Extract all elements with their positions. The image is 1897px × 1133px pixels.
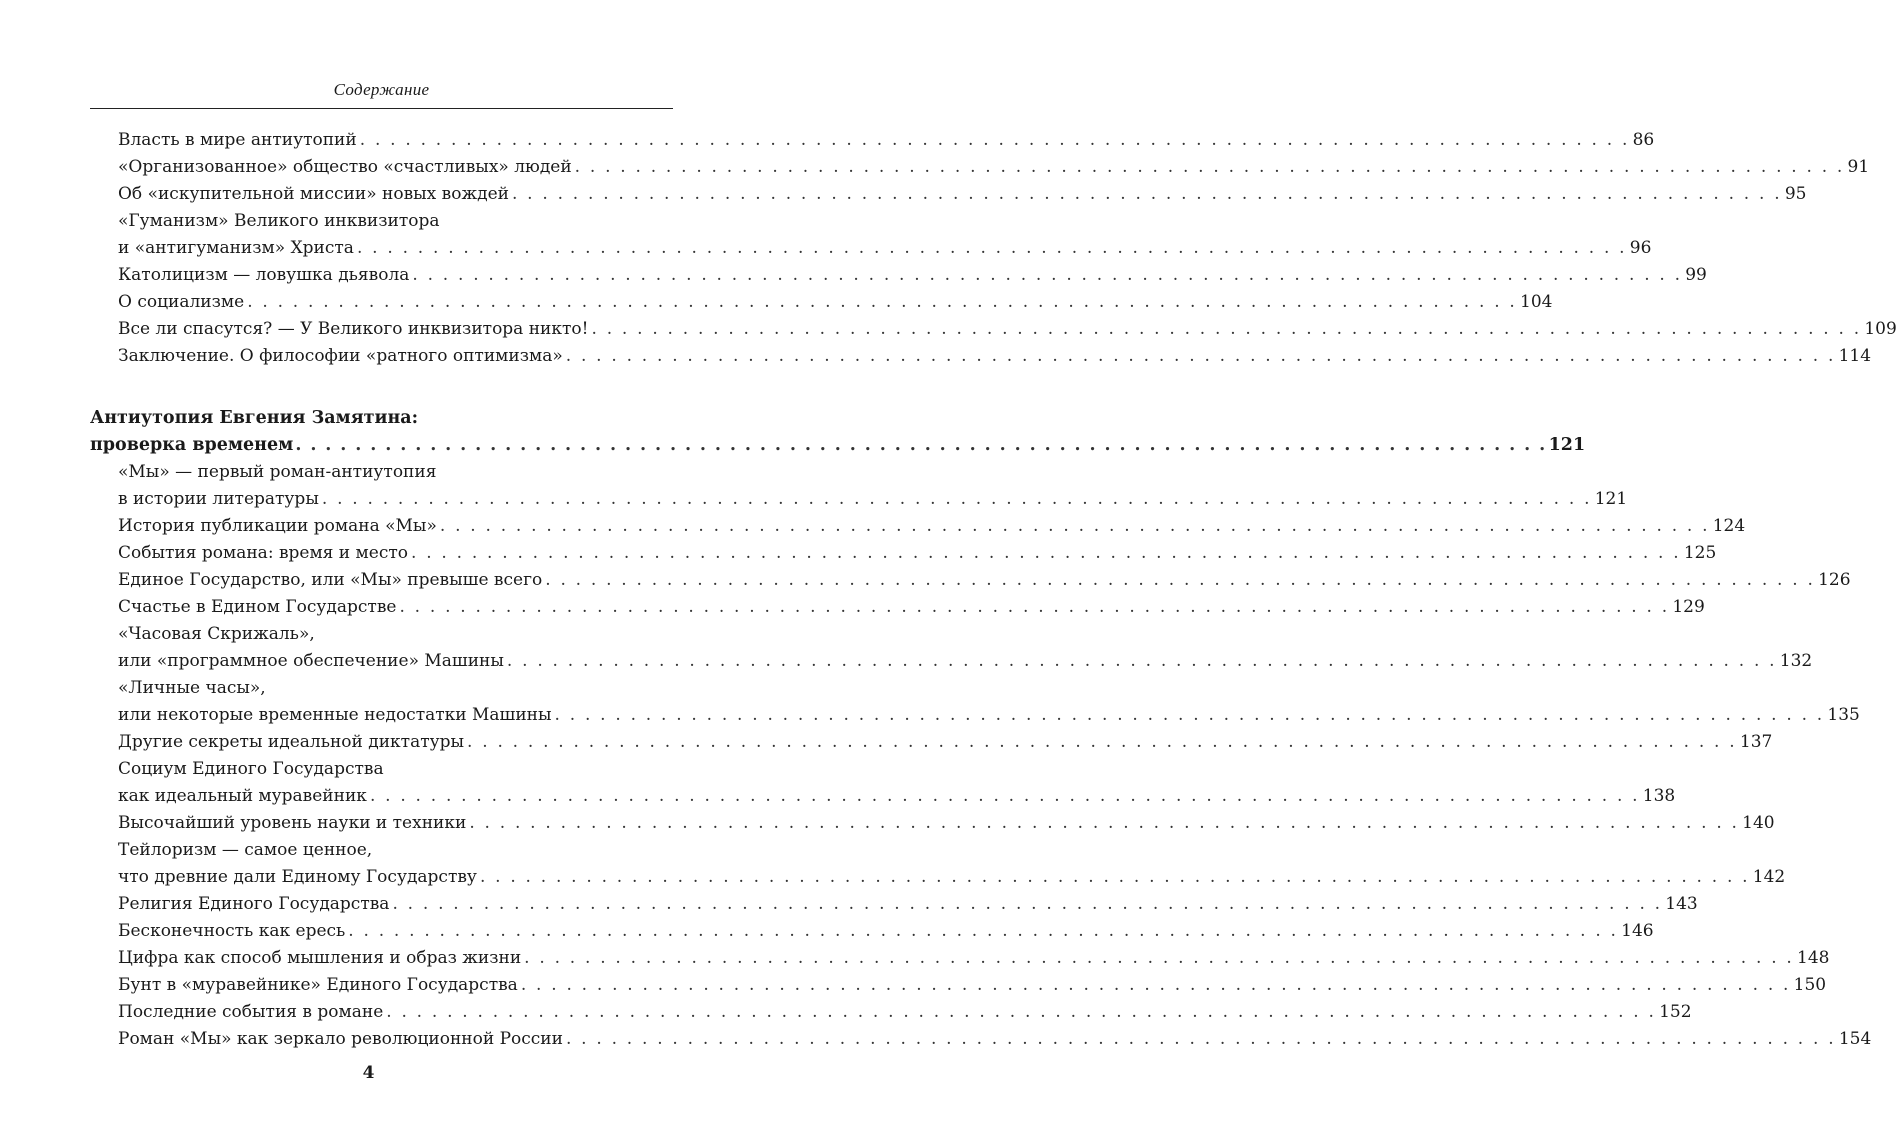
toc-entry-title: Другие секреты идеальной диктатуры	[118, 732, 465, 752]
toc-entry-page-number: 135	[1827, 705, 1860, 725]
toc-entry[interactable]	[118, 783, 1676, 810]
toc-entry-page-number: 154	[1838, 1029, 1872, 1049]
dot-leader	[477, 864, 1753, 891]
toc-entry[interactable]	[118, 648, 1813, 675]
toc-entry[interactable]	[118, 999, 1692, 1026]
toc-chapter-heading-line-2[interactable]	[90, 432, 1586, 459]
dot-leader	[464, 729, 1740, 756]
toc-entry-page-number: 126	[1818, 570, 1851, 590]
toc-entry-title: Об «искупительной миссии» новых вождей	[118, 184, 509, 204]
toc-entry-page-number: 86	[1632, 130, 1655, 150]
page-number: 4	[362, 1063, 375, 1083]
toc-entry[interactable]	[118, 675, 674, 702]
toc-entry[interactable]	[118, 181, 1807, 208]
toc-entry[interactable]	[118, 891, 1698, 918]
dot-leader	[563, 343, 1839, 370]
toc-entry-title: Социум Единого Государства	[118, 759, 384, 779]
toc-entry-title: «Личные часы»,	[118, 678, 266, 698]
dot-leader	[357, 127, 1633, 154]
toc-entry-page-number: 152	[1659, 1002, 1692, 1022]
toc-entry-title: «Часовая Скрижаль»,	[118, 624, 315, 644]
toc-entry-page-number: 138	[1642, 786, 1676, 806]
dot-leader	[518, 972, 1794, 999]
dot-leader	[521, 945, 1797, 972]
toc-entry[interactable]	[118, 729, 1773, 756]
toc-entry-title: Власть в мире антиутопий	[118, 130, 357, 150]
toc-entry-title: «Мы» — первый роман-антиутопия	[118, 462, 437, 482]
section-gap	[0, 370, 737, 405]
dot-leader	[588, 316, 1864, 343]
toc-entry-page-number: 125	[1683, 543, 1717, 563]
toc-entry-title: в истории литературы	[118, 489, 319, 509]
toc-entry-page-number: 146	[1621, 921, 1654, 941]
dot-leader	[542, 567, 1818, 594]
toc-entry-page-number: 99	[1685, 265, 1707, 285]
dot-leader	[389, 891, 1665, 918]
toc-entry-page-number: 137	[1739, 732, 1773, 752]
dot-leader	[409, 262, 1685, 289]
toc-entry-page-number: 129	[1672, 597, 1705, 617]
toc-entry-title: Высочайший уровень науки и техники	[118, 813, 467, 833]
dot-leader	[293, 432, 1548, 459]
dot-leader	[563, 1026, 1839, 1053]
toc-entry[interactable]	[118, 127, 1655, 154]
toc-entry-title: Католицизм — ловушка дьявола	[118, 265, 410, 285]
toc-entry-page-number: 148	[1797, 948, 1830, 968]
dot-leader	[552, 702, 1828, 729]
toc-entry[interactable]	[118, 235, 1652, 262]
toc-section-1	[0, 127, 1897, 370]
running-head: Содержание	[333, 80, 430, 99]
toc-entry[interactable]	[118, 837, 674, 864]
toc-entry-title: История публикации романа «Мы»	[118, 516, 437, 536]
toc-entry[interactable]	[118, 513, 1746, 540]
toc-entry-title: События романа: время и место	[118, 543, 408, 563]
toc-entry-title: или некоторые временные недостатки Машины	[118, 705, 552, 725]
toc-entry[interactable]	[118, 1026, 1872, 1053]
dot-leader	[504, 648, 1780, 675]
dot-leader	[354, 235, 1630, 262]
toc-section-2	[0, 459, 1872, 1053]
toc-entry-title: Цифра как способ мышления и образ жизни	[118, 948, 522, 968]
toc-entry-page-number: 121	[1594, 489, 1628, 509]
toc-entry[interactable]	[118, 702, 1860, 729]
toc-entry[interactable]	[118, 343, 1872, 370]
toc-entry-title: Последние события в романе	[118, 1002, 384, 1022]
toc-entry-title: и «антигуманизм» Христа	[118, 238, 354, 258]
toc-entry-title: О социализме	[118, 292, 245, 312]
toc-entry[interactable]	[118, 540, 1717, 567]
toc-entry-title: Бесконечность как ересь	[118, 921, 346, 941]
toc-entry-title: Тейлоризм — самое ценное,	[118, 840, 373, 860]
dot-leader	[396, 594, 1672, 621]
dot-leader	[367, 783, 1643, 810]
toc-entry[interactable]	[118, 208, 674, 235]
dot-leader	[572, 154, 1848, 181]
toc-entry[interactable]	[118, 459, 674, 486]
toc-entry-title: Религия Единого Государства	[118, 894, 390, 914]
toc-entry-title: или «программное обеспечение» Машины	[118, 651, 504, 671]
toc-entry-title: Роман «Мы» как зеркало революционной России	[118, 1029, 563, 1049]
toc-entry[interactable]	[118, 262, 1707, 289]
toc-entry-page-number: 140	[1742, 813, 1775, 833]
toc-entry-page-number: 96	[1629, 238, 1652, 258]
toc-entry-page-number: 114	[1838, 346, 1872, 366]
toc-entry[interactable]	[118, 154, 1870, 181]
dot-leader	[345, 918, 1621, 945]
toc-entry[interactable]	[118, 918, 1654, 945]
toc-entry-page-number: 91	[1847, 157, 1870, 177]
toc-entry[interactable]	[118, 567, 1851, 594]
toc-entry-title: что древние дали Единому Государству	[118, 867, 477, 887]
toc-entry-page-number: 95	[1784, 184, 1807, 204]
toc-entry-title: Заключение. О философии «ратного оптимизма»	[118, 346, 563, 366]
toc-entry[interactable]	[118, 594, 1705, 621]
toc-entry[interactable]	[118, 810, 1775, 837]
chapter-title: Антиутопия Евгения Замятина:	[90, 408, 419, 428]
toc-entry-page-number: 109	[1864, 319, 1897, 339]
toc-entry-page-number: 124	[1712, 516, 1746, 536]
toc-chapter-heading-line-1[interactable]	[90, 405, 674, 432]
dot-leader	[408, 540, 1684, 567]
toc-entry-title: Единое Государство, или «Мы» превыше всего	[118, 570, 543, 590]
dot-leader	[383, 999, 1659, 1026]
toc-entry-page-number: 104	[1520, 292, 1553, 312]
toc-entry[interactable]	[118, 316, 1897, 343]
dot-leader	[319, 486, 1595, 513]
toc-entry[interactable]	[118, 756, 674, 783]
toc-entry-page-number: 132	[1779, 651, 1813, 671]
toc-entry-page-number: 142	[1752, 867, 1786, 887]
toc-entry-page-number: 143	[1665, 894, 1698, 914]
toc-entry-title: Счастье в Едином Государстве	[118, 597, 397, 617]
dot-leader	[244, 289, 1520, 316]
header-rule	[90, 108, 673, 109]
dot-leader	[466, 810, 1742, 837]
toc-entry-title: как идеальный муравейник	[118, 786, 367, 806]
toc-entry[interactable]	[118, 621, 674, 648]
toc-entry-title: «Организованное» общество «счастливых» людей	[118, 157, 572, 177]
toc-entry[interactable]	[118, 289, 1553, 316]
toc-entry-page-number: 150	[1793, 975, 1827, 995]
toc-entry[interactable]	[118, 864, 1786, 891]
toc-entry[interactable]	[118, 486, 1628, 513]
chapter-title-continued: проверка временем	[90, 435, 294, 455]
dot-leader	[437, 513, 1713, 540]
toc-entry[interactable]	[118, 945, 1830, 972]
chapter-page-number: 121	[1548, 435, 1586, 455]
toc-entry-title: Бунт в «муравейнике» Единого Государства	[118, 975, 518, 995]
toc-entry[interactable]	[118, 972, 1827, 999]
table-of-contents	[0, 127, 1897, 1053]
dot-leader	[509, 181, 1785, 208]
toc-entry-title: «Гуманизм» Великого инквизитора	[118, 211, 440, 231]
toc-entry-title: Все ли спасутся? — У Великого инквизитора никто!	[118, 319, 589, 339]
